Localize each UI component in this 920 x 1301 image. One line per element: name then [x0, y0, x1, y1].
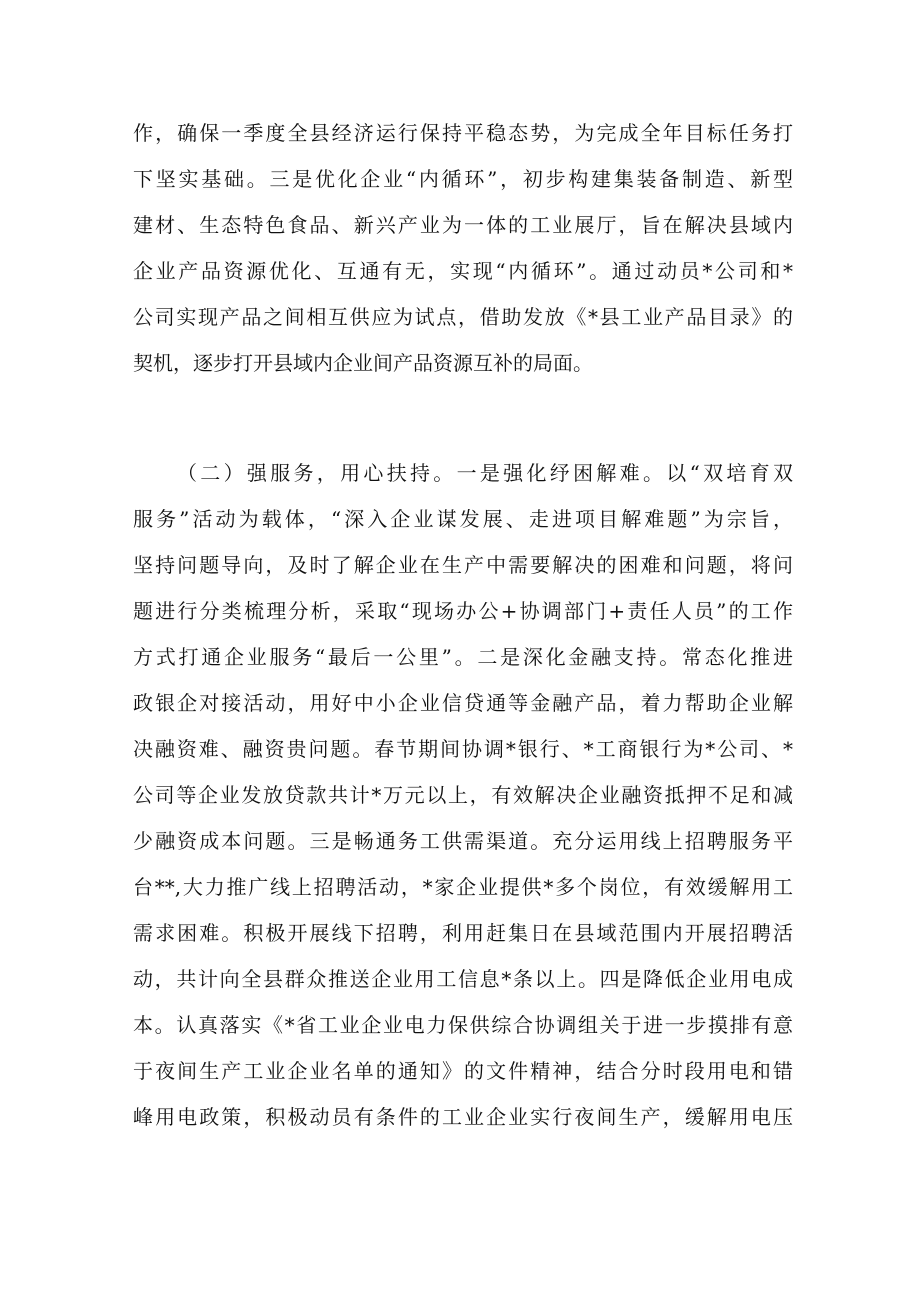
text-line: 动，共计向全县群众推送企业用工信息*条以上。四是降低企业用电成	[133, 967, 793, 991]
text-line: 需求困难。积极开展线下招聘，利用赶集日在县域范围内开展招聘活	[133, 921, 793, 945]
text-line: 政银企对接活动，用好中小企业信贷通等金融产品，着力帮助企业解	[133, 691, 793, 715]
paragraph-section-two	[133, 450, 793, 1140]
text-line: 本。认真落实《*省工业企业电力保供综合协调组关于进一步摸排有意	[133, 1013, 793, 1037]
text-line: 台**,大力推广线上招聘活动，*家企业提供*多个岗位，有效缓解用工	[133, 875, 793, 899]
text-line: 少融资成本问题。三是畅通务工供需渠道。充分运用线上招聘服务平	[133, 829, 793, 853]
text-line: 服务”活动为载体，“深入企业谋发展、走进项目解难题”为宗旨，	[133, 507, 793, 531]
text-line: 建材、生态特色食品、新兴产业为一体的工业展厅，旨在解决县域内	[133, 213, 793, 237]
text-line: 公司实现产品之间相互供应为试点，借助发放《*县工业产品目录》的	[133, 305, 793, 329]
text-line: 决融资难、融资贵问题。春节期间协调*银行、*工商银行为*公司、*	[133, 737, 793, 761]
text-line: 方式打通企业服务“最后一公里”。二是深化金融支持。常态化推进	[133, 645, 793, 669]
text-line: 作，确保一季度全县经济运行保持平稳态势，为完成全年目标任务打	[133, 121, 793, 145]
text-line: 契机，逐步打开县域内企业间产品资源互补的局面。	[133, 351, 593, 375]
text-line: 于夜间生产工业企业名单的通知》的文件精神，结合分时段用电和错	[133, 1059, 793, 1083]
text-line: 峰用电政策，积极动员有条件的工业企业实行夜间生产，缓解用电压	[133, 1105, 793, 1129]
text-line: 题进行分类梳理分析，采取“现场办公+协调部门+责任人员”的工作	[133, 599, 793, 623]
text-line: 坚持问题导向，及时了解企业在生产中需要解决的困难和问题，将问	[133, 553, 793, 577]
text-line: 企业产品资源优化、互通有无，实现“内循环”。通过动员*公司和*	[133, 259, 793, 283]
text-line: 下坚实基础。三是优化企业“内循环”，初步构建集装备制造、新型	[133, 167, 793, 191]
section-heading-line: （二）强服务，用心扶持。一是强化纾困解难。以“双培育双	[177, 461, 793, 485]
paragraph-continued	[133, 110, 793, 386]
text-line: 公司等企业发放贷款共计*万元以上，有效解决企业融资抵押不足和减	[133, 783, 793, 807]
